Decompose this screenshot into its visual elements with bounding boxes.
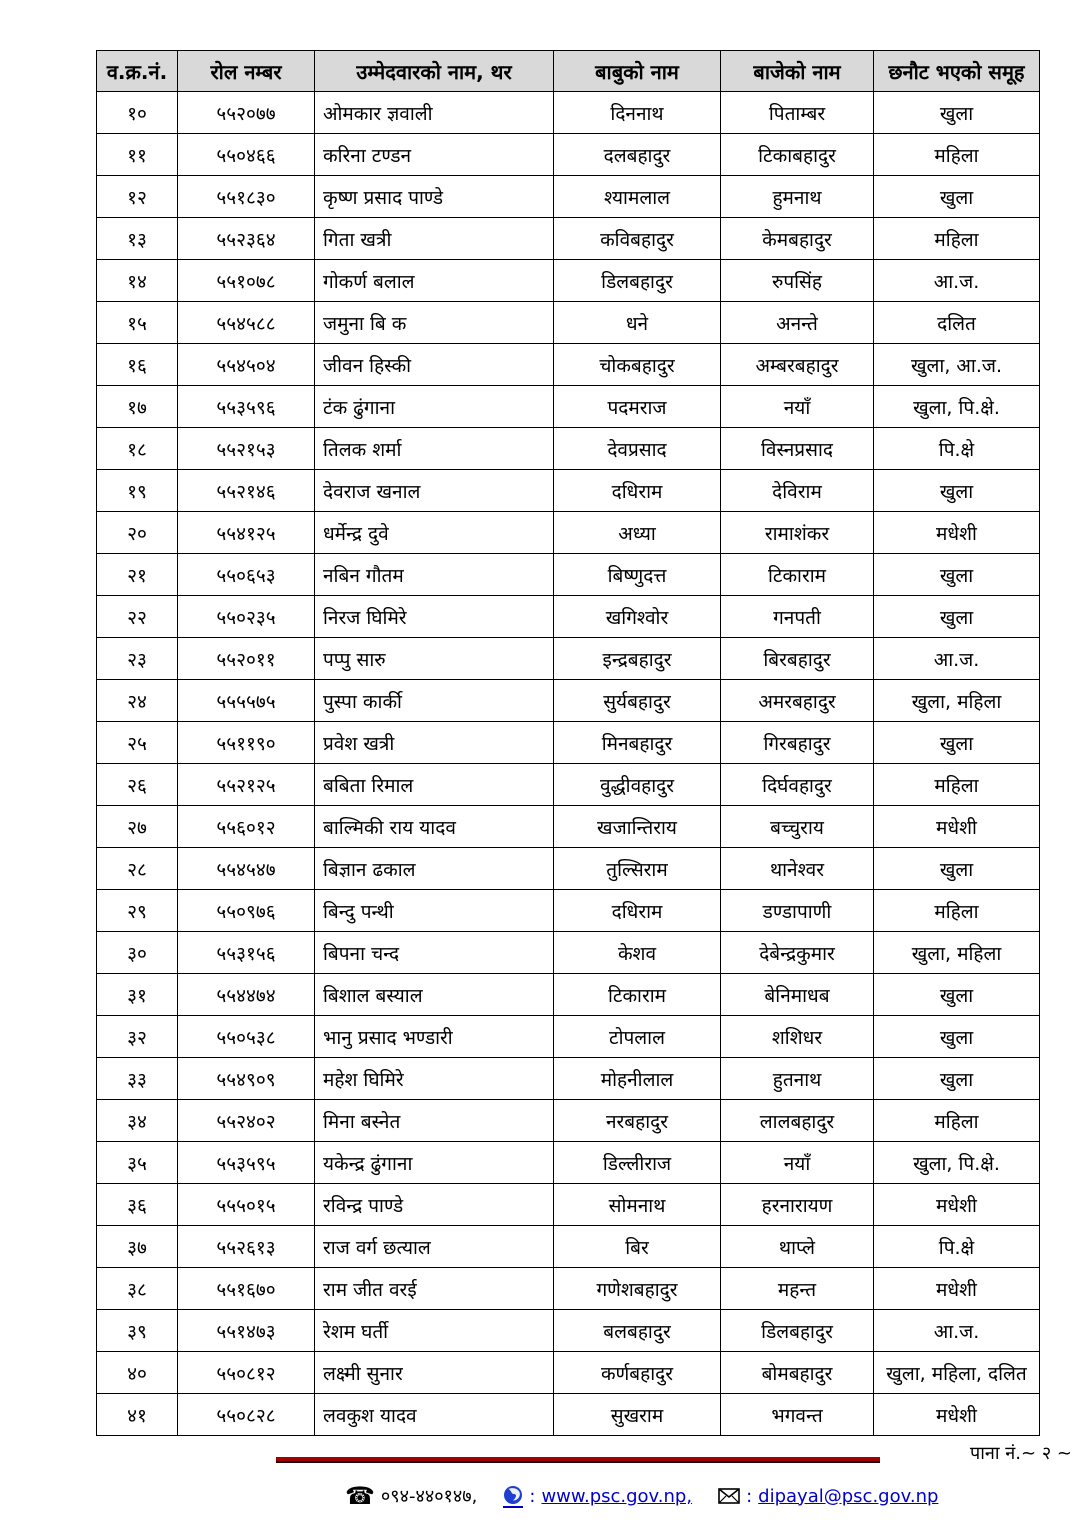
- table-row: [97, 428, 1040, 470]
- grandfather-name-cell: अनन्ते: [721, 302, 874, 344]
- serial-number-cell: ३५: [97, 1142, 178, 1184]
- candidate-name-cell: जीवन हिस्की: [315, 344, 554, 386]
- serial-number-cell: ४०: [97, 1352, 178, 1394]
- serial-number-cell: २२: [97, 596, 178, 638]
- grandfather-name-cell: नयाँ: [721, 386, 874, 428]
- father-name-cell: श्यामलाल: [554, 176, 721, 218]
- roll-number-cell: ५५२१५३: [178, 428, 315, 470]
- candidate-name-cell: भानु प्रसाद भण्डारी: [315, 1016, 554, 1058]
- selected-group-cell: आ.ज.: [874, 260, 1040, 302]
- father-name-cell: डिल्लीराज: [554, 1142, 721, 1184]
- selected-group-cell: खुला: [874, 470, 1040, 512]
- selected-group-cell: खुला, पि.क्षे.: [874, 386, 1040, 428]
- roll-number-cell: ५५१४७३: [178, 1310, 315, 1352]
- roll-number-cell: ५५४९०९: [178, 1058, 315, 1100]
- roll-number-cell: ५५०५३८: [178, 1016, 315, 1058]
- table-row: [97, 554, 1040, 596]
- grandfather-name-cell: देबेन्द्रकुमार: [721, 932, 874, 974]
- grandfather-name-cell: अमरबहादुर: [721, 680, 874, 722]
- candidate-name-cell: मिना बस्नेत: [315, 1100, 554, 1142]
- grandfather-name-cell: रामाशंकर: [721, 512, 874, 554]
- selected-group-cell: खुला, पि.क्षे.: [874, 1142, 1040, 1184]
- web-separator: :: [529, 1485, 536, 1507]
- grandfather-name-cell: देविराम: [721, 470, 874, 512]
- serial-number-cell: १०: [97, 92, 178, 134]
- father-name-cell: डिलबहादुर: [554, 260, 721, 302]
- table-row: [97, 512, 1040, 554]
- selected-group-cell: खुला: [874, 176, 1040, 218]
- selected-group-cell: खुला: [874, 92, 1040, 134]
- roll-number-cell: ५५३५९५: [178, 1142, 315, 1184]
- serial-number-cell: ३७: [97, 1226, 178, 1268]
- serial-number-cell: २१: [97, 554, 178, 596]
- grandfather-name-cell: केमबहादुर: [721, 218, 874, 260]
- father-name-cell: खजान्तिराय: [554, 806, 721, 848]
- candidate-name-cell: तिलक शर्मा: [315, 428, 554, 470]
- father-name-cell: सुखराम: [554, 1394, 721, 1436]
- father-name-cell: कविबहादुर: [554, 218, 721, 260]
- father-name-cell: केशव: [554, 932, 721, 974]
- father-name-cell: नरबहादुर: [554, 1100, 721, 1142]
- father-name-cell: मिनबहादुर: [554, 722, 721, 764]
- father-name-cell: गणेशबहादुर: [554, 1268, 721, 1310]
- selected-group-cell: महिला: [874, 1100, 1040, 1142]
- grandfather-name-cell: गनपती: [721, 596, 874, 638]
- roll-number-cell: ५५०२३५: [178, 596, 315, 638]
- grandfather-name-cell: महन्त: [721, 1268, 874, 1310]
- roll-number-cell: ५५१०७८: [178, 260, 315, 302]
- table-row: [97, 92, 1040, 134]
- serial-number-cell: १५: [97, 302, 178, 344]
- father-name-cell: दधिराम: [554, 470, 721, 512]
- selected-group-cell: दलित: [874, 302, 1040, 344]
- grandfather-name-cell: हुतनाथ: [721, 1058, 874, 1100]
- candidate-name-cell: महेश घिमिरे: [315, 1058, 554, 1100]
- grandfather-name-cell: थानेश्वर: [721, 848, 874, 890]
- grandfather-name-cell: शशिधर: [721, 1016, 874, 1058]
- selected-group-cell: महिला: [874, 218, 1040, 260]
- footer-divider-line: [276, 1457, 880, 1463]
- grandfather-name-cell: विस्नप्रसाद: [721, 428, 874, 470]
- roll-number-cell: ५५४४७४: [178, 974, 315, 1016]
- grandfather-name-cell: टिकाबहादुर: [721, 134, 874, 176]
- father-name-cell: वुद्धीवहादुर: [554, 764, 721, 806]
- serial-number-cell: ३६: [97, 1184, 178, 1226]
- table-row: [97, 890, 1040, 932]
- grandfather-name-cell: हुमनाथ: [721, 176, 874, 218]
- selected-group-cell: महिला: [874, 764, 1040, 806]
- candidate-name-cell: यकेन्द्र ढुंगाना: [315, 1142, 554, 1184]
- father-name-cell: टिकाराम: [554, 974, 721, 1016]
- table-row: [97, 932, 1040, 974]
- candidate-name-cell: राम जीत वरई: [315, 1268, 554, 1310]
- table-row: [97, 260, 1040, 302]
- roll-number-cell: ५५११९०: [178, 722, 315, 764]
- envelope-icon: [718, 1488, 740, 1504]
- roll-number-cell: ५५३५९६: [178, 386, 315, 428]
- father-name-cell: सुर्यबहादुर: [554, 680, 721, 722]
- candidate-name-cell: रविन्द्र पाण्डे: [315, 1184, 554, 1226]
- father-name-cell: दलबहादुर: [554, 134, 721, 176]
- website-link[interactable]: www.psc.gov.np,: [541, 1485, 693, 1507]
- roll-number-cell: ५५०६५३: [178, 554, 315, 596]
- selected-group-cell: मधेशी: [874, 1394, 1040, 1436]
- father-name-cell: चोकबहादुर: [554, 344, 721, 386]
- father-name-cell: दिननाथ: [554, 92, 721, 134]
- globe-icon: [503, 1485, 523, 1508]
- roll-number-cell: ५५५५७५: [178, 680, 315, 722]
- roll-number-cell: ५५२०७७: [178, 92, 315, 134]
- roll-number-cell: ५५२१४६: [178, 470, 315, 512]
- candidate-name-cell: बिज्ञान ढकाल: [315, 848, 554, 890]
- serial-number-cell: ३०: [97, 932, 178, 974]
- serial-number-cell: ३१: [97, 974, 178, 1016]
- table-row: [97, 764, 1040, 806]
- table-row: [97, 806, 1040, 848]
- father-name-cell: अध्या: [554, 512, 721, 554]
- column-header-father-name: बाबुको नाम: [554, 51, 721, 92]
- table-row: [97, 302, 1040, 344]
- table-row: [97, 1142, 1040, 1184]
- table-row: [97, 1100, 1040, 1142]
- selected-group-cell: खुला: [874, 722, 1040, 764]
- candidate-name-cell: रेशम घर्ती: [315, 1310, 554, 1352]
- selected-group-cell: खुला, महिला: [874, 680, 1040, 722]
- table-row: [97, 218, 1040, 260]
- serial-number-cell: २३: [97, 638, 178, 680]
- grandfather-name-cell: बेनिमाधब: [721, 974, 874, 1016]
- roll-number-cell: ५५२६१३: [178, 1226, 315, 1268]
- table-row: [97, 974, 1040, 1016]
- grandfather-name-cell: हरनारायण: [721, 1184, 874, 1226]
- candidate-name-cell: बिन्दु पन्थी: [315, 890, 554, 932]
- grandfather-name-cell: टिकाराम: [721, 554, 874, 596]
- candidate-name-cell: लवकुश यादव: [315, 1394, 554, 1436]
- serial-number-cell: ३३: [97, 1058, 178, 1100]
- selected-group-cell: खुला: [874, 554, 1040, 596]
- selected-group-cell: खुला: [874, 974, 1040, 1016]
- candidate-name-cell: कृष्ण प्रसाद पाण्डे: [315, 176, 554, 218]
- serial-number-cell: १४: [97, 260, 178, 302]
- selected-group-cell: खुला, महिला, दलित: [874, 1352, 1040, 1394]
- candidate-name-cell: बिपना चन्द: [315, 932, 554, 974]
- roll-number-cell: ५५०८१२: [178, 1352, 315, 1394]
- serial-number-cell: ३९: [97, 1310, 178, 1352]
- serial-number-cell: १८: [97, 428, 178, 470]
- table-row: [97, 596, 1040, 638]
- table-row: [97, 1226, 1040, 1268]
- table-row: [97, 848, 1040, 890]
- father-name-cell: दधिराम: [554, 890, 721, 932]
- table-row: [97, 1352, 1040, 1394]
- roll-number-cell: ५५०९७६: [178, 890, 315, 932]
- serial-number-cell: २८: [97, 848, 178, 890]
- roll-number-cell: ५५२१२५: [178, 764, 315, 806]
- father-name-cell: सोमनाथ: [554, 1184, 721, 1226]
- father-name-cell: बिष्णुदत्त: [554, 554, 721, 596]
- serial-number-cell: १२: [97, 176, 178, 218]
- serial-number-cell: १६: [97, 344, 178, 386]
- table-row: [97, 1394, 1040, 1436]
- table-row: [97, 134, 1040, 176]
- grandfather-name-cell: पिताम्बर: [721, 92, 874, 134]
- roll-number-cell: ५५६०१२: [178, 806, 315, 848]
- roll-number-cell: ५५४१२५: [178, 512, 315, 554]
- selected-group-cell: महिला: [874, 134, 1040, 176]
- roll-number-cell: ५५५०१५: [178, 1184, 315, 1226]
- page-number-label: पाना नं.~ २ ~: [970, 1443, 1072, 1464]
- table-row: [97, 1058, 1040, 1100]
- table-row: [97, 344, 1040, 386]
- selected-group-cell: खुला: [874, 596, 1040, 638]
- table-row: [97, 638, 1040, 680]
- table-row: [97, 386, 1040, 428]
- selected-group-cell: आ.ज.: [874, 638, 1040, 680]
- grandfather-name-cell: गिरबहादुर: [721, 722, 874, 764]
- serial-number-cell: २७: [97, 806, 178, 848]
- serial-number-cell: १७: [97, 386, 178, 428]
- roll-number-cell: ५५४५४७: [178, 848, 315, 890]
- candidate-name-cell: लक्ष्मी सुनार: [315, 1352, 554, 1394]
- grandfather-name-cell: लालबहादुर: [721, 1100, 874, 1142]
- serial-number-cell: २९: [97, 890, 178, 932]
- footer-contact-row: [345, 1484, 938, 1508]
- grandfather-name-cell: अम्बरबहादुर: [721, 344, 874, 386]
- table-row: [97, 722, 1040, 764]
- column-header-roll-number: रोल नम्बर: [178, 51, 315, 92]
- selected-group-cell: महिला: [874, 890, 1040, 932]
- father-name-cell: तुल्सिराम: [554, 848, 721, 890]
- serial-number-cell: ३२: [97, 1016, 178, 1058]
- serial-number-cell: १९: [97, 470, 178, 512]
- roll-number-cell: ५५०४६६: [178, 134, 315, 176]
- email-link[interactable]: dipayal@psc.gov.np: [758, 1485, 939, 1507]
- candidate-name-cell: गिता खत्री: [315, 218, 554, 260]
- column-header-grandfather-name: बाजेको नाम: [721, 51, 874, 92]
- father-name-cell: पदमराज: [554, 386, 721, 428]
- candidate-name-cell: करिना टण्डन: [315, 134, 554, 176]
- table-row: [97, 1016, 1040, 1058]
- grandfather-name-cell: डण्डापाणी: [721, 890, 874, 932]
- serial-number-cell: ४१: [97, 1394, 178, 1436]
- father-name-cell: बिर: [554, 1226, 721, 1268]
- roll-number-cell: ५५०८२८: [178, 1394, 315, 1436]
- grandfather-name-cell: बोमबहादुर: [721, 1352, 874, 1394]
- selected-group-cell: खुला: [874, 1016, 1040, 1058]
- roll-number-cell: ५५२०११: [178, 638, 315, 680]
- grandfather-name-cell: थाप्ले: [721, 1226, 874, 1268]
- serial-number-cell: ३८: [97, 1268, 178, 1310]
- table-row: [97, 470, 1040, 512]
- candidate-name-cell: बिशाल बस्याल: [315, 974, 554, 1016]
- selected-group-cell: पि.क्षे: [874, 428, 1040, 470]
- serial-number-cell: २०: [97, 512, 178, 554]
- table-row: [97, 176, 1040, 218]
- selected-group-cell: पि.क्षे: [874, 1226, 1040, 1268]
- selected-group-cell: मधेशी: [874, 1268, 1040, 1310]
- grandfather-name-cell: भगवन्त: [721, 1394, 874, 1436]
- roll-number-cell: ५५१६७०: [178, 1268, 315, 1310]
- selected-group-cell: खुला, आ.ज.: [874, 344, 1040, 386]
- father-name-cell: धने: [554, 302, 721, 344]
- candidate-name-cell: देवराज खनाल: [315, 470, 554, 512]
- table-row: [97, 1268, 1040, 1310]
- table-row: [97, 1310, 1040, 1352]
- father-name-cell: खगिश्वोर: [554, 596, 721, 638]
- email-separator: :: [746, 1485, 753, 1507]
- selected-group-cell: खुला, महिला: [874, 932, 1040, 974]
- table-header: [97, 51, 1040, 92]
- telephone-icon: ☎: [345, 1482, 375, 1510]
- father-name-cell: इन्द्रबहादुर: [554, 638, 721, 680]
- candidate-name-cell: प्रवेश खत्री: [315, 722, 554, 764]
- roll-number-cell: ५५१८३०: [178, 176, 315, 218]
- candidate-name-cell: बाल्मिकी राय यादव: [315, 806, 554, 848]
- roll-number-cell: ५५४५०४: [178, 344, 315, 386]
- grandfather-name-cell: बिरबहादुर: [721, 638, 874, 680]
- father-name-cell: कर्णबहादुर: [554, 1352, 721, 1394]
- table-row: [97, 1184, 1040, 1226]
- candidate-name-cell: निरज घिमिरे: [315, 596, 554, 638]
- selected-group-cell: मधेशी: [874, 512, 1040, 554]
- serial-number-cell: ३४: [97, 1100, 178, 1142]
- phone-number-text: ०९४-४४०१४७,: [380, 1486, 478, 1507]
- roll-number-cell: ५५२३६४: [178, 218, 315, 260]
- selected-group-cell: खुला: [874, 848, 1040, 890]
- serial-number-cell: २६: [97, 764, 178, 806]
- serial-number-cell: १३: [97, 218, 178, 260]
- grandfather-name-cell: बच्चुराय: [721, 806, 874, 848]
- grandfather-name-cell: डिलबहादुर: [721, 1310, 874, 1352]
- selected-group-cell: खुला: [874, 1058, 1040, 1100]
- column-header-candidate-name: उम्मेदवारको नाम, थर: [315, 51, 554, 92]
- serial-number-cell: ११: [97, 134, 178, 176]
- roll-number-cell: ५५२४०२: [178, 1100, 315, 1142]
- candidate-name-cell: धर्मेन्द्र दुवे: [315, 512, 554, 554]
- table-row: [97, 680, 1040, 722]
- father-name-cell: बलबहादुर: [554, 1310, 721, 1352]
- grandfather-name-cell: नयाँ: [721, 1142, 874, 1184]
- candidate-name-cell: टंक ढुंगाना: [315, 386, 554, 428]
- column-header-selected-group: छनौट भएको समूह: [874, 51, 1040, 92]
- candidate-name-cell: पुस्पा कार्की: [315, 680, 554, 722]
- candidate-name-cell: जमुना बि क: [315, 302, 554, 344]
- candidate-name-cell: बबिता रिमाल: [315, 764, 554, 806]
- grandfather-name-cell: दिर्घवहादुर: [721, 764, 874, 806]
- father-name-cell: देवप्रसाद: [554, 428, 721, 470]
- selected-group-cell: मधेशी: [874, 806, 1040, 848]
- roll-number-cell: ५५४५८८: [178, 302, 315, 344]
- candidate-name-cell: पप्पु सारु: [315, 638, 554, 680]
- father-name-cell: टोपलाल: [554, 1016, 721, 1058]
- header-row: [97, 51, 1040, 92]
- candidate-name-cell: गोकर्ण बलाल: [315, 260, 554, 302]
- selected-group-cell: मधेशी: [874, 1184, 1040, 1226]
- candidate-name-cell: राज वर्ग छत्याल: [315, 1226, 554, 1268]
- candidate-name-cell: नबिन गौतम: [315, 554, 554, 596]
- father-name-cell: मोहनीलाल: [554, 1058, 721, 1100]
- serial-number-cell: २४: [97, 680, 178, 722]
- grandfather-name-cell: रुपसिंह: [721, 260, 874, 302]
- selected-group-cell: आ.ज.: [874, 1310, 1040, 1352]
- serial-number-cell: २५: [97, 722, 178, 764]
- candidate-result-table: [96, 50, 1040, 1436]
- roll-number-cell: ५५३१५६: [178, 932, 315, 974]
- table-body: [97, 92, 1040, 1436]
- candidate-name-cell: ओमकार ज्ञवाली: [315, 92, 554, 134]
- column-header-serial-number: व.क्र.नं.: [97, 51, 178, 92]
